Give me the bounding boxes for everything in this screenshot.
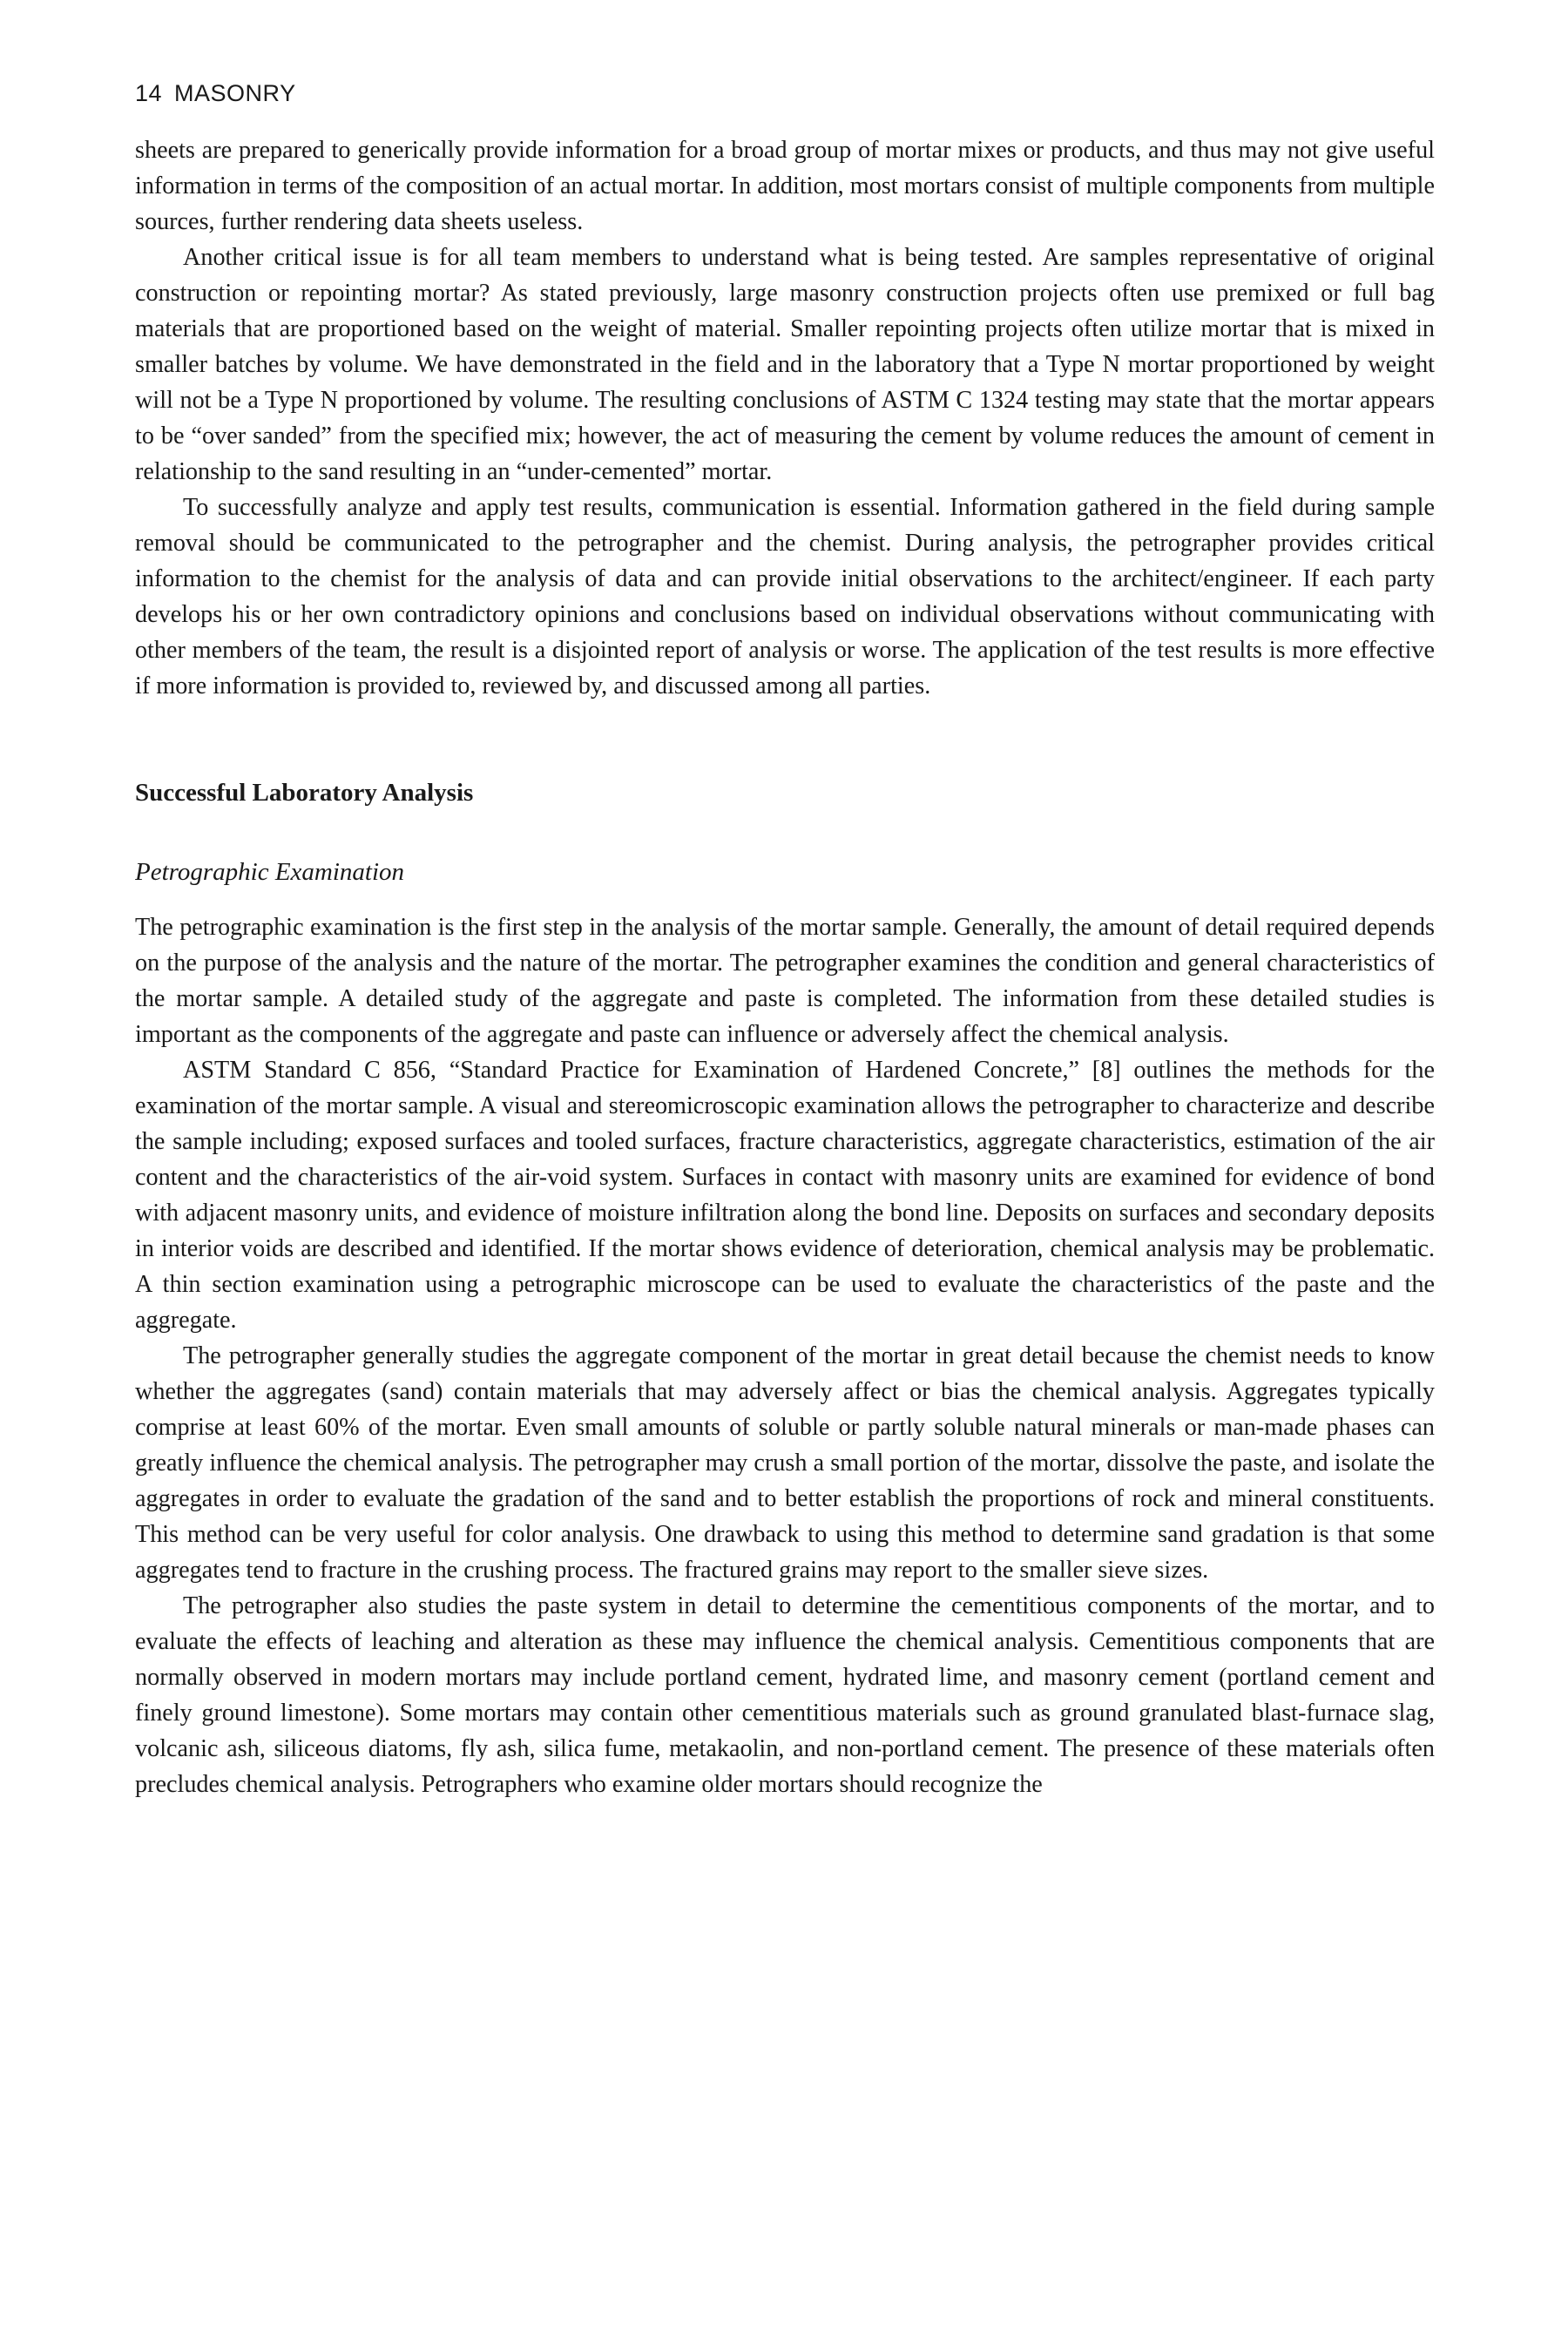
- paragraph: The petrographer generally studies the aggregate component of the mortar in great detail because the chemist needs to know whether the aggregates (sand) contain materials that may adversely affect or bias the chemical analysis. Aggregates typically comprise at least 60% of the mortar. Even small amounts of soluble or partly soluble natural minerals or man-made phases can greatly influence the chemical analysis. The petrographer may crush a small portion of the mortar, dissolve the paste, and isolate the aggregates in order to evaluate the gradation of the sand and to better establish the proportions of rock and mineral constituents. This method can be very useful for color analysis. One drawback to using this method to determine sand gradation is that some aggregates tend to fracture in the crushing process. The fractured grains may report to the smaller sieve sizes.: [135, 1342, 1435, 1584]
- paragraph: ASTM Standard C 856, “Standard Practice for Examination of Hardened Concrete,” [8] outlines the methods for the examination of the mortar sample. A visual and stereomicroscopic examination allows the petrographer to characterize and describe the sample including; exposed surfaces and tooled surfaces, fracture characteristics, aggregate characteristics, estimation of the air content and the characteristics of the air-void system. Surfaces in contact with masonry units are examined for evidence of bond with adjacent masonry units, and evidence of moisture infiltration along the bond line. Deposits on surfaces and secondary deposits in interior voids are described and identified. If the mortar shows evidence of deterioration, chemical analysis may be problematic. A thin section examination using a petrographic microscope can be used to evaluate the characteristics of the paste and the aggregate.: [135, 1057, 1435, 1334]
- page-number: 14: [135, 80, 163, 106]
- paragraph: sheets are prepared to generically provide information for a broad group of mortar mixes or products, and thus may not give useful information in terms of the composition of an actual mortar. In addition, most mortars consist of multiple components from multiple sources, further rendering data sheets useless.: [135, 137, 1435, 235]
- paragraph: To successfully analyze and apply test results, communication is essential. Information gathered in the field during sample removal should be communicated to the petrographer and the chemist. During analysis, the petrographer provides critical information to the chemist for the analysis of data and can provide initial observations to the architect/engineer. If each party develops his or her own contradictory opinions and conclusions based on individual observations without communicating with other members of the team, the result is a disjointed report of analysis or worse. The application of the test results is more effective if more information is provided to, reviewed by, and discussed among all parties.: [135, 494, 1435, 700]
- paragraph: The petrographic examination is the first step in the analysis of the mortar sample. Generally, the amount of detail required depends on the purpose of the analysis and the nature of the mortar. The petrographer examines the condition and general characteristics of the mortar sample. A detailed study of the aggregate and paste is completed. The information from these detailed studies is important as the components of the aggregate and paste can influence or adversely affect the chemical analysis.: [135, 914, 1435, 1048]
- paragraph: The petrographer also studies the paste system in detail to determine the cementitious components of the mortar, and to evaluate the effects of leaching and alteration as these may influence the chemical analysis. Cementitious components that are normally observed in modern mortars may include portland cement, hydrated lime, and masonry cement (portland cement and finely ground limestone). Some mortars may contain other cementitious materials such as ground granulated blast-furnace slag, volcanic ash, siliceous diatoms, fly ash, silica fume, metakaolin, and non-portland cement. The presence of these materials often precludes chemical analysis. Petrographers who examine older mortars should recognize the: [135, 1592, 1435, 1798]
- section-heading: Successful Laboratory Analysis: [135, 779, 474, 807]
- paragraph: Another critical issue is for all team members to understand what is being tested. Are samples representative of original construction or repointing mortar? As stated previously, large masonry construction projects often use premixed or full bag materials that are proportioned based on the weight of material. Smaller repointing projects often utilize mortar that is mixed in smaller batches by volume. We have demonstrated in the field and in the laboratory that a Type N mortar proportioned by weight will not be a Type N proportioned by volume. The resulting conclusions of ASTM C 1324 testing may state that the mortar appears to be “over sanded” from the specified mix; however, the act of measuring the cement by volume reduces the amount of cement in relationship to the sand resulting in an “under-cemented” mortar.: [135, 244, 1435, 485]
- body-text: [135, 132, 1435, 1802]
- running-head: [135, 78, 1435, 108]
- subsection-heading: Petrographic Examination: [135, 858, 405, 886]
- running-title: MASONRY: [174, 80, 296, 106]
- page: [135, 78, 1435, 2308]
